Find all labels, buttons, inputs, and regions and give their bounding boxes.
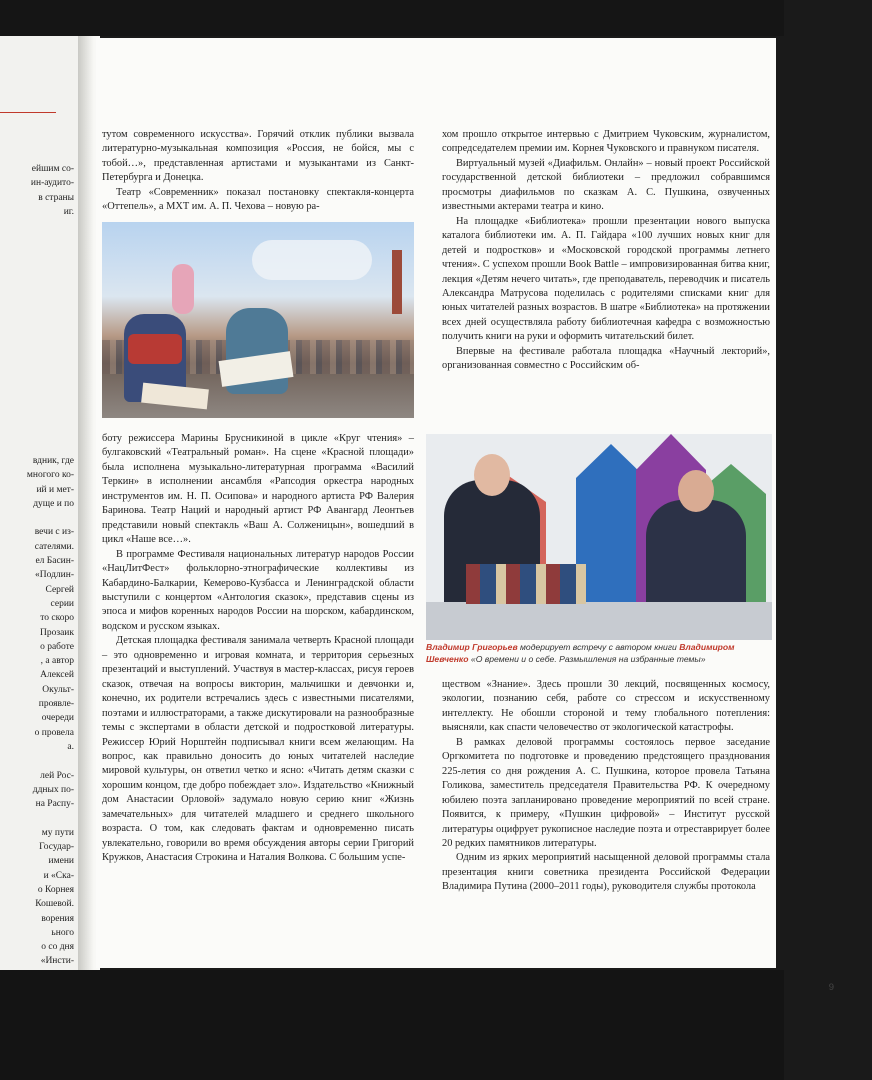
caption-author: Владимиром Шевченко: [426, 642, 735, 664]
previous-page-edge: [0, 36, 82, 970]
paragraph: Детская площадка фестиваля занимала четверть Красной площади – это одновременно и игровая комната, и территория серьезных презентаций и выступлений. Участвуя в мастер-классах, рисуя героев сказок, отвечая на вопросы викторин, мальчишки и девчонки и, конечно, их родители встречались здесь с известными писателями, поэтами и иллюстраторами, а также дискутировали на разнообразные темы с экспертами в области детской и подростковой литературы. Режиссер Юрий Норштейн подписывал книги всем желающим. На вопрос, как правильно доносить до юных читателей наследие мировой культуры, он ответил четко и ясно: «Читать детям сказки с хорошим концом, где добро побеждает зло». Издательство «Книжный дом Анастасии Орловой» задумало новую серию книг «Жизнь замечательных» для читателей младшего и среднего школьного возраста. О том, как следовать фактам и одновременно писать увлекательно, говорили во время обсуждения авторы серии Григорий Кружков, Анастасия Строкина и Наталия Волкова. С большим успе-: [102, 635, 414, 864]
prev-page-line: ел Басин-: [35, 556, 74, 567]
prev-page-fragment-top: [31, 162, 74, 219]
prev-page-line: Государ-: [39, 842, 74, 853]
page-number: 9: [828, 982, 834, 993]
prev-page-line: очереди: [41, 713, 74, 724]
prev-page-line: ий и мет-: [36, 484, 74, 495]
prev-page-line: то скоро: [40, 613, 74, 624]
scan-border-bottom: [0, 970, 784, 1080]
paragraph: ществом «Знание». Здесь прошли 30 лекций, посвященных космосу, экологии, познанию себя, работе со стрессом и искусственному интеллекту. Не обошли стороной и тему глобального потепления: выясняли, как спасти человечество от экологической катастрофы.: [442, 679, 770, 734]
prev-page-line: вдник, где: [32, 456, 74, 466]
prev-page-line: Прозаик: [39, 627, 74, 638]
prev-page-line: имени: [48, 856, 74, 867]
red-rule: [0, 112, 56, 113]
paragraph: боту режиссера Марины Брусникиной в цикле «Круг чтения» – булгаковский «Театральный роман». На сцене «Красной площади» была исполнена музыкально-литературная программа «Василий Теркин» в исполнении ансамбля «Рапсодия оркестра народных инструментов им. Н. П. Осипова» и народного артиста РФ Валерия Баринова. Театр Наций и народный артист РФ Авангард Леонтьев представили новый спектакль «Ваш А. Солженицын», вошедший в цикл «Наше все…».: [102, 433, 414, 546]
magazine-page: [96, 38, 834, 993]
prev-page-line: о провела: [34, 727, 74, 738]
prev-page-line: о со дня: [41, 942, 74, 953]
photo-table: [426, 602, 772, 640]
prev-page-line: му пути: [41, 827, 74, 838]
prev-page-line: [27, 754, 74, 768]
photo-caption: [426, 642, 772, 665]
prev-page-line: вечи с из-: [34, 527, 74, 538]
prev-page-line: «Инсти-: [40, 956, 74, 967]
caption-text: модерирует встречу с автором книги: [517, 642, 680, 652]
paragraph: Театр «Современник» показал постановку спектакля-концерта «Оттепель», а МХТ им. А. П. Чехова – новую ра-: [102, 186, 414, 213]
prev-page-line: ин-аудито-: [30, 178, 74, 189]
prev-page-line: Окульт-: [42, 684, 74, 695]
photo-books-on-table: [466, 564, 586, 604]
prev-page-line: о работе: [40, 641, 74, 652]
prev-page-fragment-mid: [27, 454, 74, 969]
paragraph: хом прошло открытое интервью с Дмитрием Чуковским, журналистом, сопредседателем премии им. Корнея Чуковского и правнуком писателя.: [442, 129, 770, 155]
paragraph: В программе Фестиваля национальных литератур народов России «НацЛитФест» фольклорно-этнографические коллективы из Кабардино-Балкарии, Кемерово-Кузбасса и Ленинградской области выступили с концертом «Антология сказок», представив сцены из эпоса и мифов коренных народов России на шорском, кабардинском, водском и русском языках.: [102, 548, 414, 632]
caption-name: Владимир Григорьев: [426, 642, 518, 652]
column-2-bottom: [442, 678, 770, 895]
prev-page-line: серии: [50, 598, 74, 609]
prev-page-line: сателями.: [34, 541, 74, 552]
paragraph: В рамках деловой программы состоялось первое заседание Оргкомитета по подготовке и проведению предстоящего празднования 225-летия со дня рождения А. С. Пушкина, которое провела Татьяна Голикова, заместитель председателя Правительства РФ. К очередному юбилею поэта запланировано проведение мероприятий по всей стране. Появится, к примеру, «Пушкин цифровой» – Институт русской литературы оцифрует рукописное наследие поэта и отреставрирует более 20 редких памятников литературы.: [442, 736, 770, 849]
paragraph: Одним из ярких мероприятий насыщенной деловой программы стала презентация книги советника президента Российской Федерации Владимира Путина (2000–2011 годы), руководителя службы протокола: [442, 852, 770, 893]
prev-page-line: [27, 811, 74, 825]
prev-page-line: а.: [67, 741, 74, 752]
paragraph: На площадке «Библиотека» прошли презентации нового выпуска каталога библиотеки им. А. П. Гайдара «100 лучших новых книг для детей и подростков» и «Московской городской программы летнего чтения». С успехом прошли Book Battle – импровизированная битва книг, лекция «Детям нечего читать», где преподаватель, переводчик и писатель Александра Матрусова поделилась с родителями списками книг для юных читателей разных возрастов. В шатре «Библиотека» на протяжении всех дней осуществляла работу библиотечная кафедра с возможностью получить книги на руки и оформить читательский билет.: [442, 215, 770, 343]
photo-child-on-shoulders: [172, 264, 194, 314]
prev-page-line: , а автор: [40, 656, 74, 667]
column-1-top: [102, 128, 414, 215]
photo-backdrop-shape: [576, 444, 646, 614]
prev-page-line: Алексей: [40, 670, 74, 681]
prev-page-line: ьного: [51, 927, 74, 938]
prev-page-line: дуще и по: [33, 498, 74, 509]
photo-children-reading: [102, 222, 414, 418]
prev-page-line: на Распу-: [35, 799, 74, 810]
prev-page-line: лей Рос-: [40, 770, 74, 781]
prev-page-line: Кошевой.: [35, 899, 74, 910]
prev-page-line: Сергей: [45, 584, 74, 595]
paragraph: Впервые на фестивале работала площадка «Научный лекторий», организованная совместно с Российским об-: [442, 345, 770, 372]
column-2-top: [442, 128, 770, 374]
prev-page-line: многого ко-: [26, 470, 74, 481]
scan-border-top: [0, 0, 784, 36]
prev-page-line: в страны: [38, 192, 74, 203]
prev-page-line: проявле-: [38, 699, 74, 710]
photo-cloud: [252, 240, 372, 280]
photo-open-book: [141, 383, 209, 410]
paragraph: тутом современного искусства». Горячий отклик публики вызвала литературно-музыкальная композиция «Россия, не бойся, мы с тобой…», представленная артистами и музыкантами из Санкт-Петербурга и Донецка.: [102, 129, 414, 184]
paragraph: Виртуальный музей «Диафильм. Онлайн» – новый проект Российской государственной детской библиотеки – предложил собравшимся просмотры диафильмов по сказкам А. С. Пушкина, озвученных известными актерами театра и кино.: [442, 157, 770, 213]
caption-title: «О времени и о себе. Размышления на избранные темы»: [468, 653, 706, 664]
column-1-bottom: [102, 432, 414, 866]
prev-page-line: «Подлин-: [35, 570, 74, 581]
prev-page-line: и «Ска-: [43, 870, 74, 881]
prev-page-line: [27, 511, 74, 525]
prev-page-line: ддных по-: [32, 784, 74, 795]
prev-page-line: ейшим со-: [31, 164, 74, 174]
photo-tower: [392, 250, 402, 314]
prev-page-line: ворения: [41, 913, 74, 924]
prev-page-line: иг.: [63, 206, 74, 217]
prev-page-line: о Корнея: [37, 884, 74, 895]
photo-panel-discussion: [426, 434, 772, 640]
